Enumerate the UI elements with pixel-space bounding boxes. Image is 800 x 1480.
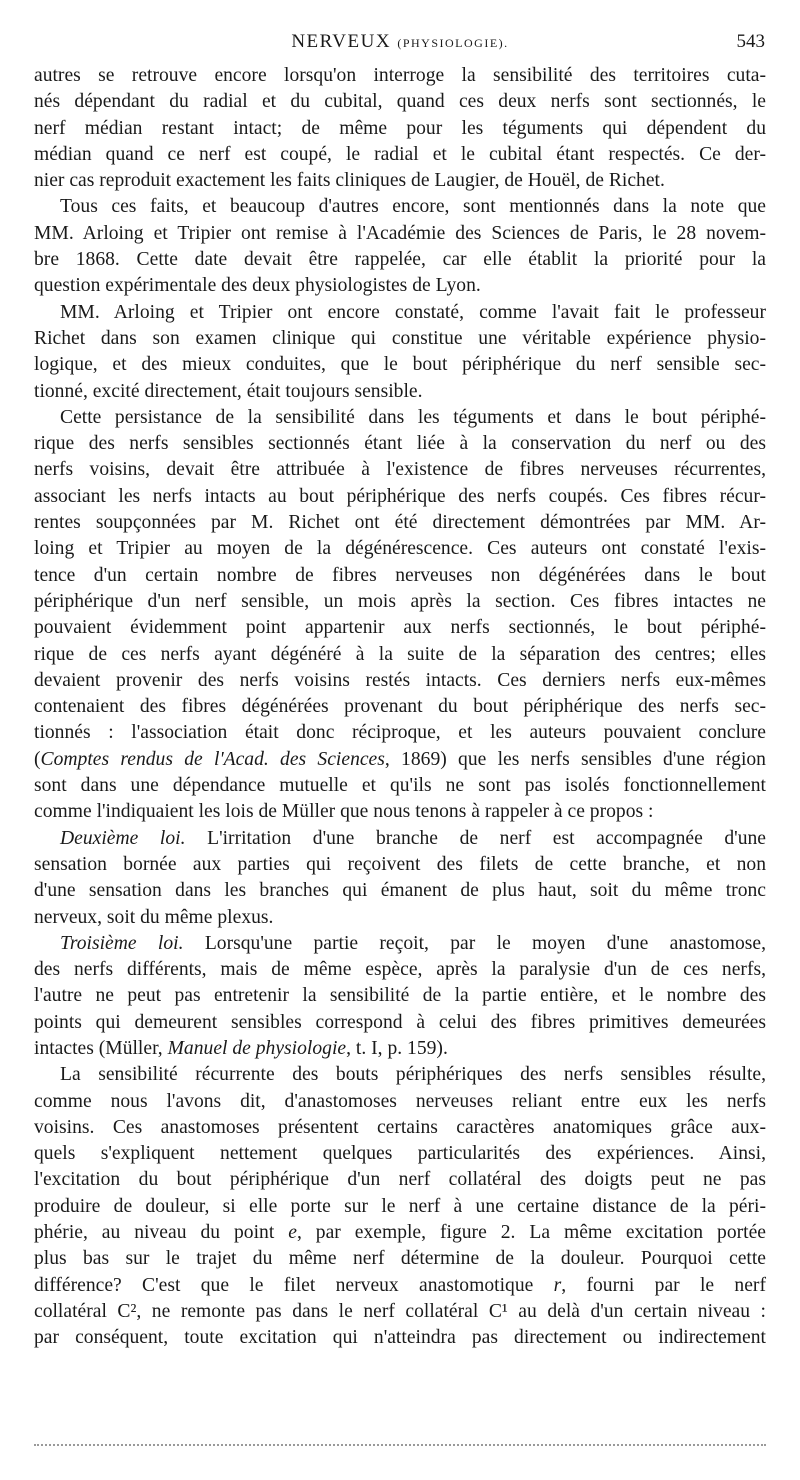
line-text: rentes soupçonnées par M. Richet ont été directement démontrées par MM. Ar- xyxy=(34,512,766,534)
footer-rule xyxy=(34,1444,766,1446)
text-line xyxy=(34,1010,766,1036)
line-text: plus bas sur le trajet du même nerf détermine de la douleur. Pourquoi cette xyxy=(34,1248,766,1270)
line-text: périphérique d'un nerf sensible, un mois après la section. Ces fibres intactes ne xyxy=(34,590,766,612)
section-title: NERVEUX xyxy=(291,31,392,52)
text-line xyxy=(34,799,766,825)
text-line xyxy=(34,1325,766,1351)
text-line xyxy=(34,405,766,431)
line-prefix: intactes (Müller, xyxy=(34,1037,168,1059)
text-line xyxy=(34,1299,766,1325)
text-line xyxy=(34,1273,766,1299)
line-text: contenaient des fibres dégénérées provenant du bout périphérique des nerfs sec- xyxy=(34,696,766,718)
text-line xyxy=(34,63,766,89)
line-prefix: ( xyxy=(34,748,41,770)
text-line xyxy=(34,694,766,720)
running-header xyxy=(0,31,800,57)
italic-text: Troisième loi. xyxy=(60,932,184,954)
text-line xyxy=(34,642,766,668)
line-text: question expérimentale des deux physiologistes de Lyon. xyxy=(34,275,481,297)
line-text: rique des nerfs sensibles sectionnés étant liée à la conservation du nerf ou des xyxy=(34,433,766,455)
line-text: par conséquent, toute excitation qui n'atteindra pas directement ou indirectement xyxy=(34,1327,766,1349)
line-text: devaient provenir des nerfs voisins restés intacts. Ces derniers nerfs eux-mêmes xyxy=(34,669,766,691)
text-line xyxy=(34,379,766,405)
text-line xyxy=(34,457,766,483)
text-line xyxy=(34,957,766,983)
line-prefix: phérie, au niveau du point xyxy=(34,1222,289,1244)
line-text: comme l'indiquaient les lois de Müller que nous tenons à rappeler à ce propos : xyxy=(34,801,654,823)
text-line xyxy=(34,1220,766,1246)
text-line xyxy=(34,878,766,904)
line-text: comme nous l'avons dit, d'anastomoses nerveuses reliant entre eux les nerfs xyxy=(34,1090,766,1112)
line-text: sensation bornée aux parties qui reçoivent des filets de cette branche, et non xyxy=(34,853,766,875)
text-line xyxy=(34,142,766,168)
line-text: voisins. Ces anastomoses présentent certains caractères anatomiques grâce aux- xyxy=(34,1116,766,1138)
text-line xyxy=(34,1115,766,1141)
text-line xyxy=(34,747,766,773)
text-line xyxy=(34,510,766,536)
line-text: l'excitation du bout périphérique d'un nerf collatéral des doigts peut ne pas xyxy=(34,1169,766,1191)
line-text: produire de douleur, si elle porte sur le nerf à une certaine distance de la péri- xyxy=(34,1195,766,1217)
line-text: d'une sensation dans les branches qui émanent de plus haut, soit du même tronc xyxy=(34,880,766,902)
line-text: des nerfs différents, mais de même espèce, après la paralysie d'un de ces nerfs, xyxy=(34,959,766,981)
line-text: autres se retrouve encore lorsqu'on interroge la sensibilité des territoires cuta- xyxy=(34,65,766,86)
line-text: rique de ces nerfs ayant dégénéré à la suite de la séparation des centres; elles xyxy=(34,643,766,665)
line-text: tionné, excité directement, était toujours sensible. xyxy=(34,380,423,402)
text-line xyxy=(34,1036,766,1062)
text-line xyxy=(34,89,766,115)
text-line xyxy=(34,1246,766,1272)
text-line xyxy=(34,826,766,852)
line-text: tionnés : l'association était donc réciproque, et les auteurs pouvaient conclure xyxy=(34,722,766,744)
line-text: nerf médian restant intact; de même pour les téguments qui dépendent du xyxy=(34,117,766,139)
text-line xyxy=(34,194,766,220)
line-text: Cette persistance de la sensibilité dans les téguments et dans le bout périphé- xyxy=(60,406,766,428)
text-line xyxy=(34,1062,766,1088)
line-text: loing et Tripier au moyen de la dégénérescence. Ces auteurs ont constaté l'exis- xyxy=(34,538,766,560)
italic-text: r xyxy=(553,1274,562,1296)
line-text: pouvaient évidemment point appartenir aux nerfs sectionnés, le bout périphé- xyxy=(34,617,766,639)
text-line xyxy=(34,352,766,378)
text-line xyxy=(34,905,766,931)
text-line xyxy=(34,326,766,352)
text-line xyxy=(34,273,766,299)
line-prefix: différence? C'est que le filet nerveux anastomotique xyxy=(34,1274,554,1296)
running-title xyxy=(0,31,800,53)
line-text: L'irritation d'une branche de nerf est accompagnée d'une xyxy=(185,827,766,849)
italic-text: Deuxième loi. xyxy=(60,827,186,849)
line-text: médian quand ce nerf est coupé, le radial et le cubital étant respectés. Ce der- xyxy=(34,143,766,165)
line-text: , fourni par le nerf xyxy=(561,1274,766,1296)
line-text: MM. Arloing et Tripier ont remise à l'Académie des Sciences de Paris, le 28 novem- xyxy=(34,222,766,244)
line-text: l'autre ne peut pas entretenir la sensibilité de la partie entière, et le nombre des xyxy=(34,985,766,1007)
line-text: Lorsqu'une partie reçoit, par le moyen d'une anastomose, xyxy=(183,932,766,954)
text-line xyxy=(34,484,766,510)
text-line xyxy=(34,773,766,799)
italic-text: Manuel de physiologie xyxy=(167,1037,347,1059)
line-text: Tous ces faits, et beaucoup d'autres encore, sont mentionnés dans la note que xyxy=(60,196,766,218)
text-line xyxy=(34,1141,766,1167)
text-line xyxy=(34,615,766,641)
text-line xyxy=(34,536,766,562)
page-number: 543 xyxy=(736,31,765,52)
line-text: nés dépendant du radial et du cubital, quand ces deux nerfs sont sectionnés, le xyxy=(34,91,766,113)
text-line xyxy=(34,431,766,457)
line-text: nerfs voisins, devait être attribuée à l'existence de fibres nerveuses récurrentes, xyxy=(34,459,766,481)
line-text: bre 1868. Cette date devait être rappelée, car elle établit la priorité pour la xyxy=(34,249,766,271)
text-line xyxy=(34,589,766,615)
text-line xyxy=(34,221,766,247)
line-text: , par exemple, figure 2. La même excitation portée xyxy=(296,1222,766,1244)
text-line xyxy=(34,247,766,273)
line-text: sont dans une dépendance mutuelle et qu'ils ne sont pas isolés fonctionnellement xyxy=(34,775,766,797)
line-text: nerveux, soit du même plexus. xyxy=(34,906,274,928)
line-text: , 1869) que les nerfs sensibles d'une région xyxy=(384,748,766,770)
line-text: Richet dans son examen clinique qui constitue une véritable expérience physio- xyxy=(34,327,766,349)
text-line xyxy=(34,1167,766,1193)
line-text: nier cas reproduit exactement les faits cliniques de Laugier, de Houël, de Richet. xyxy=(34,170,665,192)
text-line xyxy=(34,1089,766,1115)
line-text: quels s'expliquent nettement quelques particularités des expériences. Ainsi, xyxy=(34,1143,766,1165)
text-line xyxy=(34,563,766,589)
line-text: MM. Arloing et Tripier ont encore constaté, comme l'avait fait le professeur xyxy=(60,301,766,323)
text-line xyxy=(34,116,766,142)
text-line xyxy=(34,1194,766,1220)
italic-text: Comptes rendus de l'Acad. des Sciences xyxy=(40,748,385,770)
text-line xyxy=(34,668,766,694)
text-line xyxy=(34,983,766,1009)
text-line xyxy=(34,931,766,957)
line-text: logique, et des mieux conduites, que le bout périphérique du nerf sensible sec- xyxy=(34,354,766,376)
text-line xyxy=(34,168,766,194)
section-subtitle: (PHYSIOLOGIE). xyxy=(397,36,509,50)
line-text: associant les nerfs intacts au bout périphérique des nerfs coupés. Ces fibres récur- xyxy=(34,485,766,507)
line-text: , t. I, p. 159). xyxy=(346,1037,448,1059)
line-text: points qui demeurent sensibles correspond à celui des fibres primitives demeurées xyxy=(34,1011,766,1033)
text-line xyxy=(34,852,766,878)
line-text: tence d'un certain nombre de fibres nerveuses non dégénérées dans le bout xyxy=(34,564,766,586)
text-line xyxy=(34,720,766,746)
line-text: La sensibilité récurrente des bouts périphériques des nerfs sensibles résulte, xyxy=(60,1064,766,1086)
italic-text: e xyxy=(288,1222,297,1244)
body-text xyxy=(34,63,766,1352)
text-line xyxy=(34,300,766,326)
line-text: collatéral C², ne remonte pas dans le nerf collatéral C¹ au delà d'un certain niveau : xyxy=(34,1300,766,1322)
